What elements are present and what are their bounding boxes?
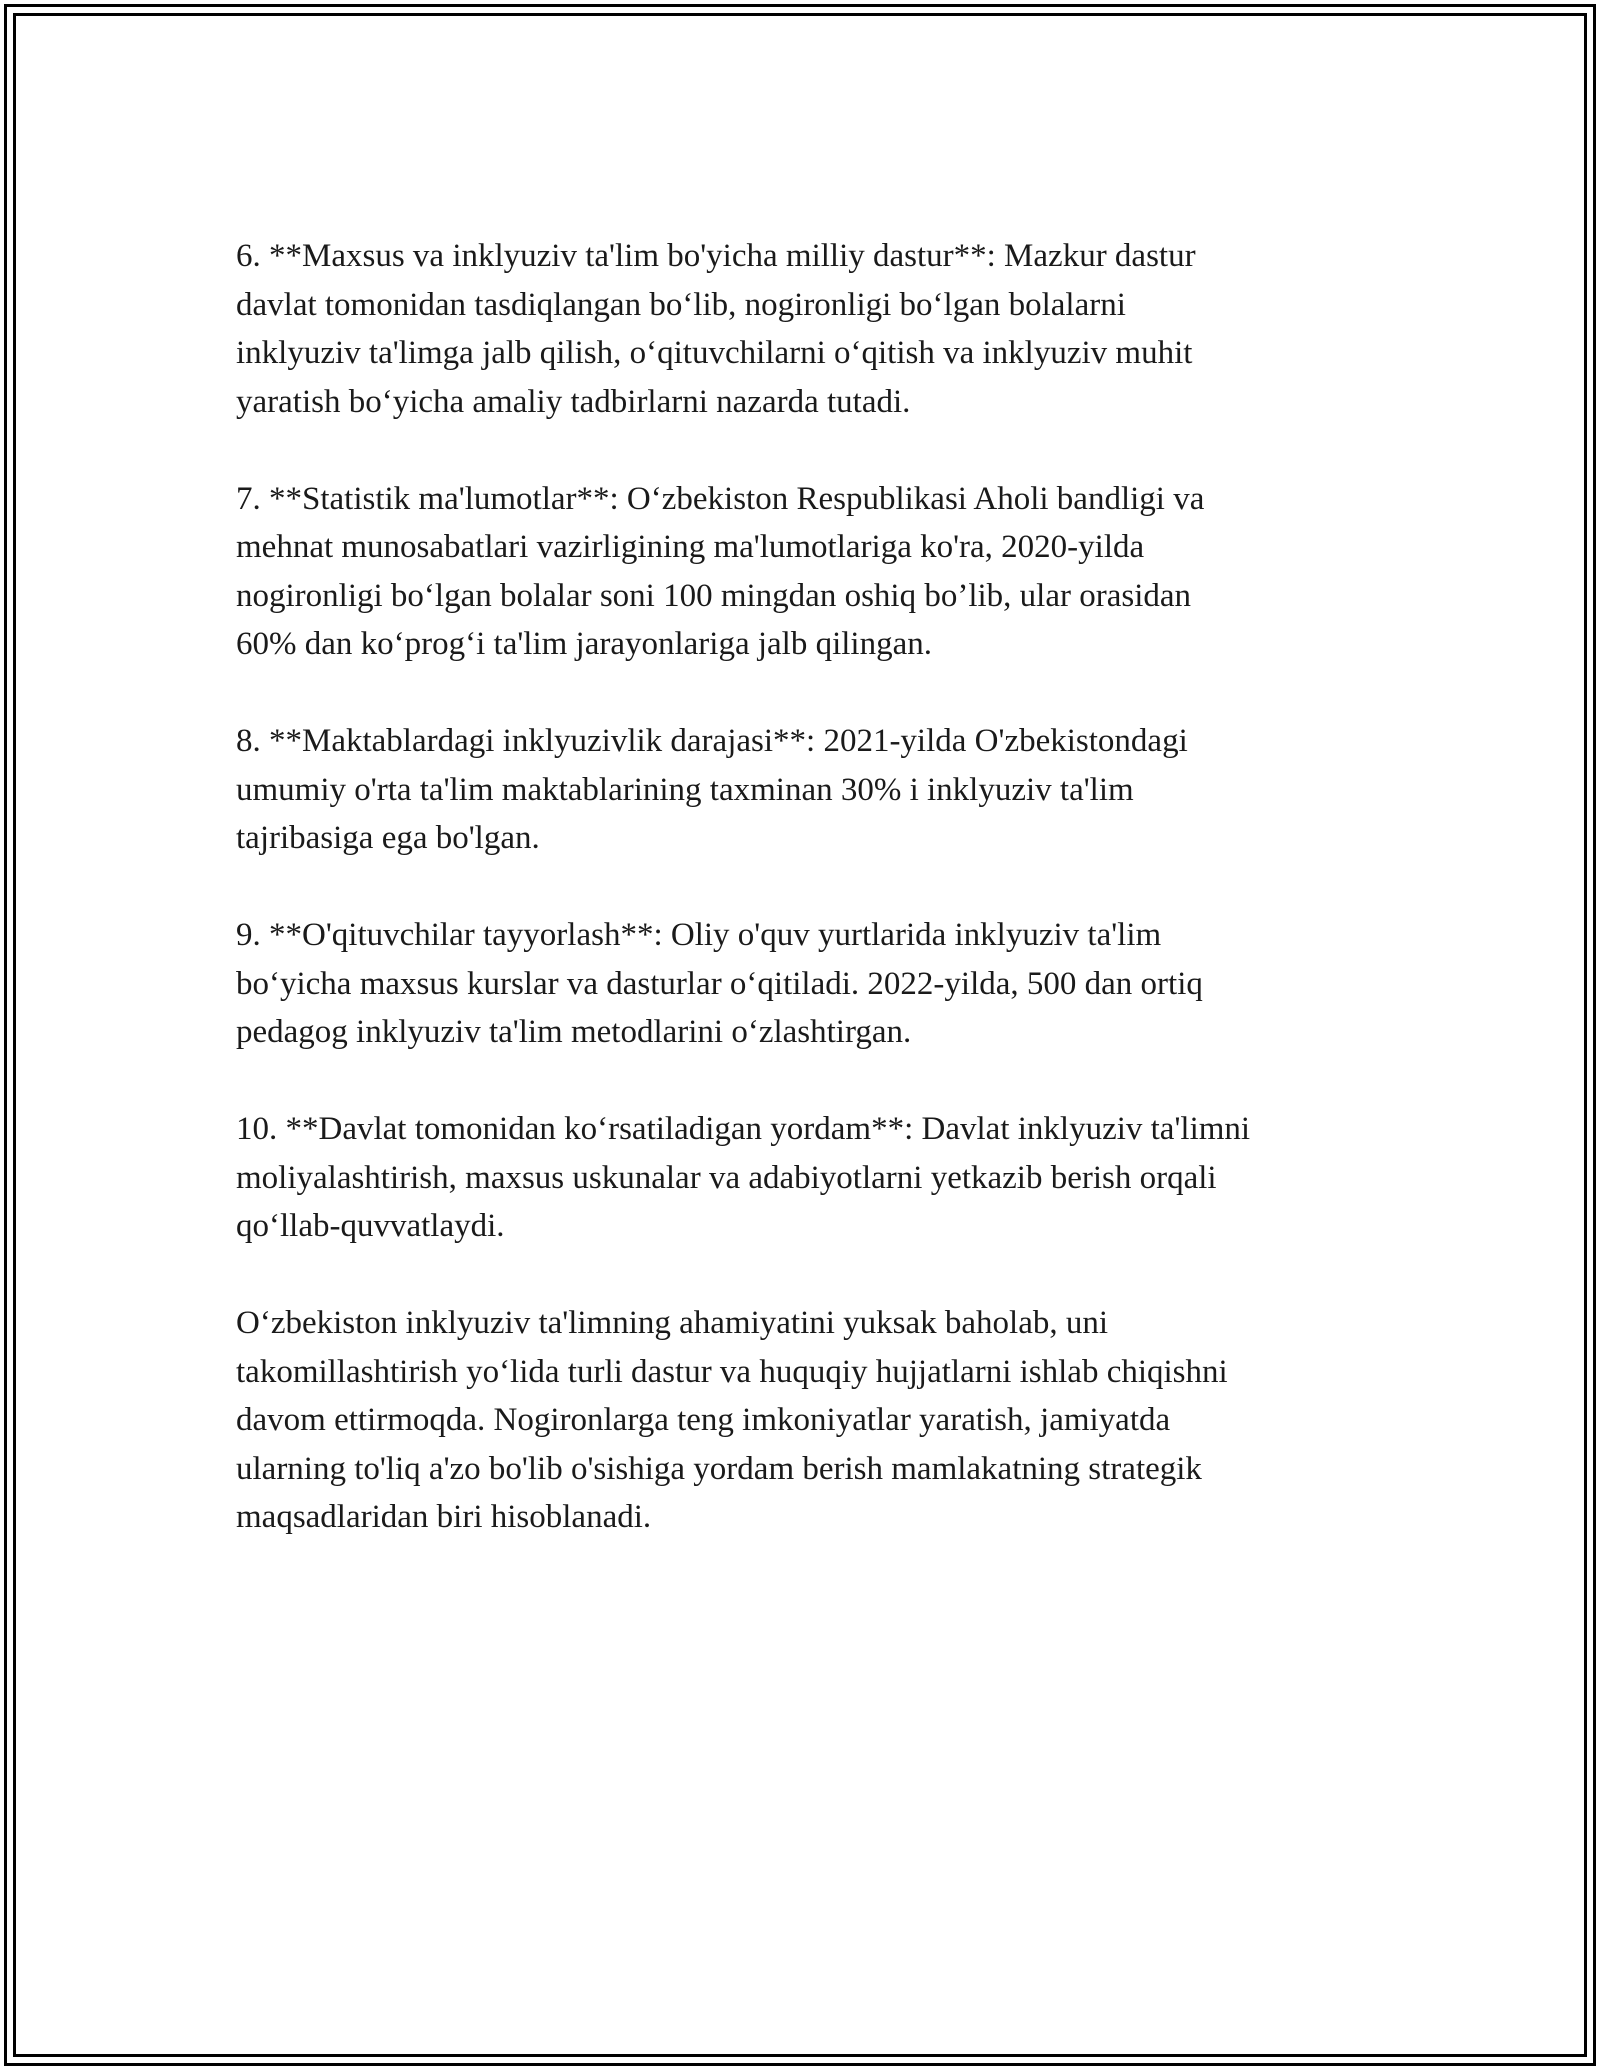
paragraph-statistics: 7. **Statistik ma'lumotlar**: O‘zbekiston Respublikasi Aholi bandligi va mehnat munosabatlari vazirligining ma'lumotlariga ko'ra, 2020-yilda nogironligi bo‘lgan bolalar soni 100 mingdan oshiq bo’lib, ular orasidan 60% dan ko‘prog‘i ta'lim jarayonlariga jalb qilingan. [236,480,1205,662]
paragraph-state-support: 10. **Davlat tomonidan ko‘rsatiladigan yordam**: Davlat inklyuziv ta'limni moliyalashtirish, maxsus uskunalar va adabiyotlarni yetkazib berish orqali qo‘llab-quvvatlaydi. [236,1111,1251,1244]
paragraph-teacher-training: 9. **O'qituvchilar tayyorlash**: Oliy o'quv yurtlarida inklyuziv ta'lim bo‘yicha maxsus kurslar va dasturlar o‘qitiladi. 2022-yilda, 500 dan ortiq pedagog inklyuziv ta'lim metodlarini o‘zlashtirgan. [236,917,1203,1050]
paragraph-conclusion: O‘zbekiston inklyuziv ta'limning ahamiyatini yuksak baholab, uni takomillashtirish yo‘lida turli dastur va huquqiy hujjatlarni ishlab chiqishni davom ettirmoqda. Nogironlarga teng imkoniyatlar yaratish, jamiyatda ularning to'liq a'zo bo'lib o'sishiga yordam berish mamlakatning strategik maqsadlaridan biri hisoblanadi. [236,1305,1228,1535]
paragraph-national-program: 6. **Maxsus va inklyuziv ta'lim bo'yicha milliy dastur**: Mazkur dastur davlat tomonidan tasdiqlangan bo‘lib, nogironligi bo‘lgan bolalarni inklyuziv ta'limga jalb qilish, o‘qituvchilarni o‘qitish va inklyuziv muhit yaratish bo‘yicha amaliy tadbirlarni nazarda tutadi. [236,238,1196,420]
document-body [236,232,1416,1590]
paragraph-school-inclusivity: 8. **Maktablardagi inklyuzivlik darajasi**: 2021-yilda O'zbekistondagi umumiy o'rta ta'lim maktablarining taxminan 30% i inklyuziv ta'lim tajribasiga ega bo'lgan. [236,723,1188,856]
